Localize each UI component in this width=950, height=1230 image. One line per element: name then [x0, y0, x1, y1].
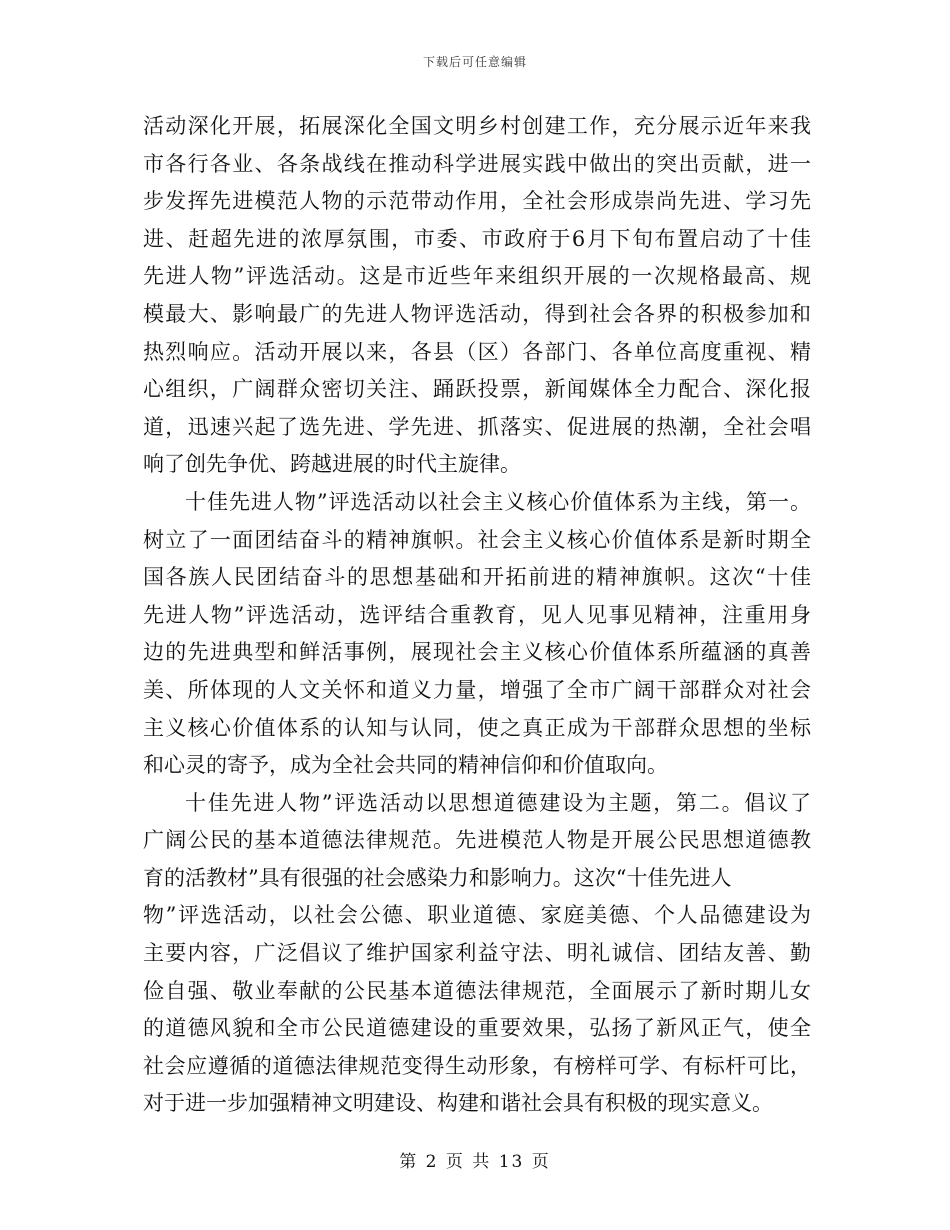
- text-line: 社会应遵循的道德法律规范变得生动形象，有榜样可学、有标杆可比，: [143, 1053, 811, 1078]
- text-line: 道，迅速兴起了选先进、学先进、抓落实、促进展的热潮，全社会唱: [143, 414, 811, 439]
- text-line: 广阔公民的基本道德法律规范。先进模范人物是开展公民思想道德教: [143, 828, 811, 853]
- text-line: 活动深化开展，拓展深化全国文明乡村创建工作，充分展示近年来我: [143, 114, 811, 138]
- text-line: 市各行各业、各条战线在推动科学进展实践中做出的突出贡献，进一: [143, 151, 811, 176]
- text-line: 育的活教材”具有很强的社会感染力和影响力。这次“十佳先进人: [143, 865, 732, 890]
- page-number-footer: 第 2 页 共 13 页: [399, 1152, 551, 1172]
- text-line: 步发挥先进模范人物的示范带动作用，全社会形成崇尚先进、学习先: [143, 189, 811, 214]
- paragraph-3: [143, 785, 811, 1123]
- text-line: 心组织，广阔群众密切关注、踊跃投票，新闻媒体全力配合、深化报: [143, 377, 811, 402]
- text-line: 物”评选活动，以社会公德、职业道德、家庭美德、个人品德建设为: [143, 903, 811, 928]
- body-text: [143, 108, 811, 1123]
- text-line: 主要内容，广泛倡议了维护国家利益守法、明礼诚信、团结友善、勤: [143, 941, 811, 966]
- text-line: 热烈响应。活动开展以来，各县（区）各部门、各单位高度重视、精: [143, 339, 811, 364]
- text-line: 和心灵的寄予，成为全社会共同的精神信仰和价值取向。: [143, 753, 668, 778]
- text-line: 十佳先进人物”评选活动以思想道德建设为主题，第二。倡议了: [185, 790, 811, 815]
- page-header: 下载后可任意编辑: [422, 55, 527, 69]
- text-line: 边的先进典型和鲜活事例，展现社会主义核心价值体系所蕴涵的真善: [143, 640, 811, 665]
- text-line: 主义核心价值体系的认知与认同，使之真正成为干部群众思想的坐标: [143, 715, 811, 740]
- text-line: 响了创先争优、跨越进展的时代主旋律。: [143, 452, 521, 477]
- text-line: 国各族人民团结奋斗的思想基础和开拓前进的精神旗帜。这次“十佳: [143, 565, 811, 590]
- text-line: 美、所体现的人文关怀和道义力量，增强了全市广阔干部群众对社会: [143, 677, 811, 702]
- paragraph-2: [143, 484, 811, 785]
- text-line: 十佳先进人物”评选活动以社会主义核心价值体系为主线，第一。: [185, 489, 811, 514]
- text-line: 树立了一面团结奋斗的精神旗帜。社会主义核心价值体系是新时期全: [143, 527, 811, 552]
- text-line: 先进人物”评选活动。这是市近些年来组织开展的一次规格最高、规: [143, 264, 811, 289]
- paragraph-1: [143, 108, 811, 484]
- text-line: 进、赶超先进的浓厚氛围，市委、市政府于6月下旬布置启动了十佳: [143, 226, 811, 251]
- text-line: 模最大、影响最广的先进人物评选活动，得到社会各界的积极参加和: [143, 301, 811, 326]
- text-line: 先进人物”评选活动，选评结合重教育，见人见事见精神，注重用身: [143, 602, 811, 627]
- text-line: 对于进一步加强精神文明建设、构建和谐社会具有积极的现实意义。: [143, 1091, 773, 1116]
- text-line: 的道德风貌和全市公民道德建设的重要效果，弘扬了新风正气，使全: [143, 1016, 811, 1041]
- text-line: 俭自强、敬业奉献的公民基本道德法律规范，全面展示了新时期儿女: [143, 978, 811, 1003]
